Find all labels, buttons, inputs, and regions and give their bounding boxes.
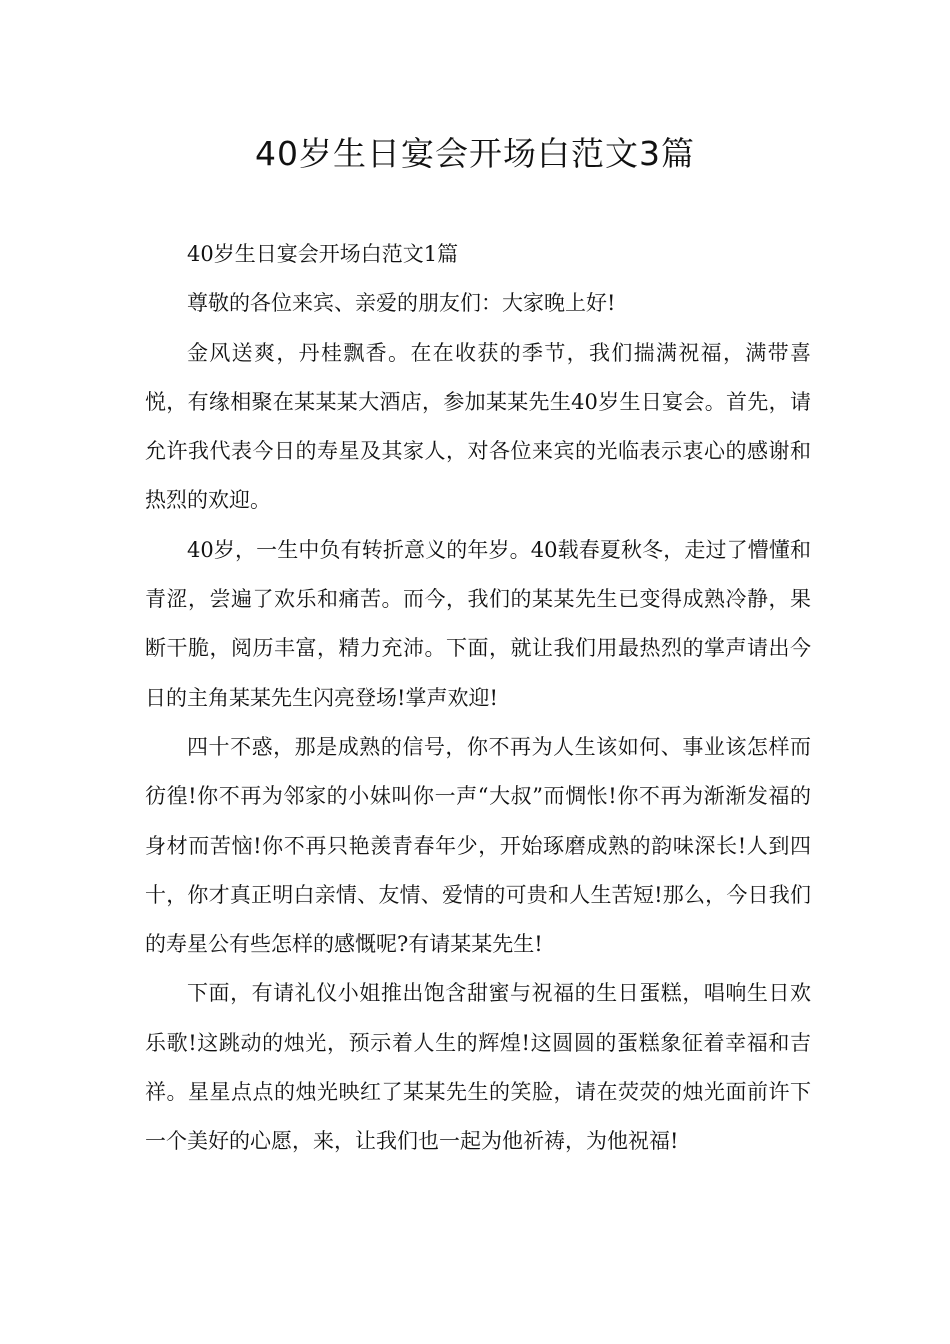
body-paragraph: 下面，有请礼仪小姐推出饱含甜蜜与祝福的生日蛋糕，唱响生日欢乐歌!这跳动的烛光，预示着人生的辉煌!这圆圆的蛋糕象征着幸福和吉祥。星星点点的烛光映红了某某先生的笑脸，请在荧荧的烛光面前许下一个美好的心愿，来，让我们也一起为他祈祷，为他祝福!	[145, 981, 811, 1154]
section-heading: 40岁生日宴会开场白范文1篇	[187, 242, 459, 266]
body-paragraph: 40岁，一生中负有转折意义的年岁。40载春夏秋冬，走过了懵懂和青涩，尝遍了欢乐和痛苦。而今，我们的某某先生已变得成熟冷静，果断干脆，阅历丰富，精力充沛。下面，就让我们用最热烈的掌声请出今日的主角某某先生闪亮登场!掌声欢迎!	[145, 537, 811, 710]
body-paragraph: 四十不惑，那是成熟的信号，你不再为人生该如何、事业该怎样而彷徨!你不再为邻家的小妹叫你一声“大叔”而惆怅!你不再为渐渐发福的身材而苦恼!你不再只艳羡青春年少，开始琢磨成熟的韵味深长!人到四十，你才真正明白亲情、友情、爱情的可贵和人生苦短!那么，今日我们的寿星公有些怎样的感慨呢?有请某某先生!	[145, 734, 811, 957]
document-title: 40岁生日宴会开场白范文3篇	[255, 134, 695, 173]
greeting-paragraph: 尊敬的各位来宾、亲爱的朋友们：大家晚上好!	[187, 291, 616, 316]
document-body	[145, 230, 811, 1167]
body-paragraph: 金风送爽，丹桂飘香。在在收获的季节，我们揣满祝福，满带喜悦，有缘相聚在某某某大酒店，参加某某先生40岁生日宴会。首先，请允许我代表今日的寿星及其家人，对各位来宾的光临表示衷心的感谢和热烈的欢迎。	[145, 340, 811, 513]
